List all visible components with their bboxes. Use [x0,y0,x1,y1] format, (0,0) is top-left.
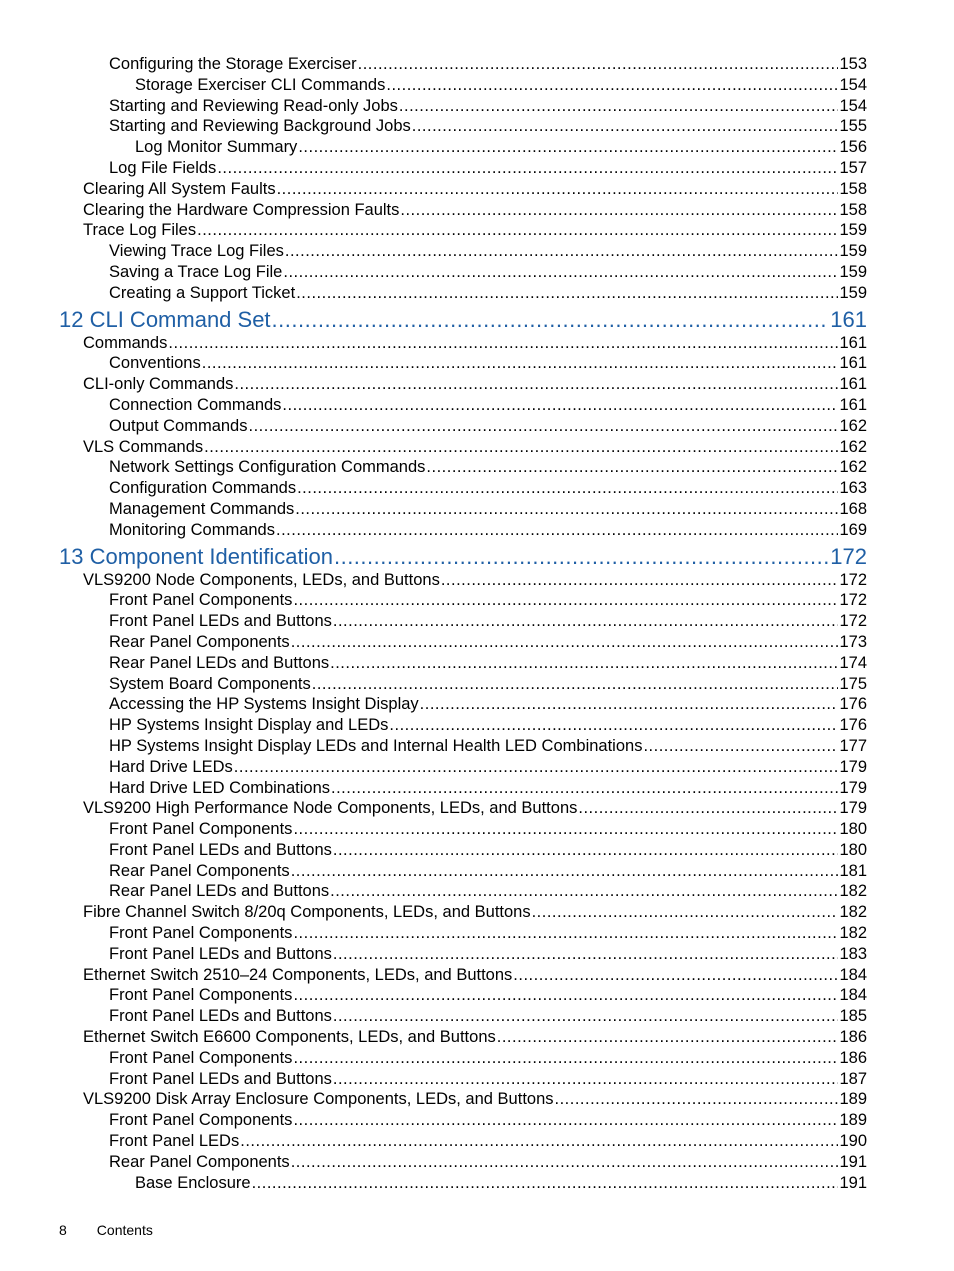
toc-leader-dots [333,1069,839,1090]
toc-entry[interactable] [83,798,867,819]
toc-entry-page: 180 [839,820,867,839]
toc-entry-title: 12 CLI Command Set [59,306,271,332]
toc-entry-title: Front Panel Components [109,1048,293,1067]
toc-leader-dots [283,262,838,283]
toc-entry[interactable] [109,1006,867,1027]
toc-leader-dots [333,840,839,861]
toc-entry-title: Front Panel LEDs and Buttons [109,944,332,963]
toc-entry-page: 153 [839,55,867,73]
toc-leader-dots [291,1152,839,1173]
toc-entry-page: 159 [839,283,867,302]
toc-entry-title: Creating a Support Ticket [109,283,296,302]
toc-entry-title: Trace Log Files [83,221,197,240]
toc-entry[interactable] [109,457,867,478]
toc-entry[interactable] [109,757,867,778]
toc-leader-dots [426,457,838,478]
toc-entry[interactable] [135,1173,867,1194]
toc-entry-page: 191 [839,1152,867,1171]
toc-entry[interactable] [109,353,867,374]
footer-page-number: 8 [59,1222,67,1238]
toc-leader-dots [555,1089,839,1110]
toc-entry-page: 182 [839,882,867,901]
toc-leader-dots [202,353,839,374]
toc-entry-title: VLS9200 High Performance Node Components, LEDs, and Buttons [83,799,578,818]
toc-entry-page: 181 [839,861,867,880]
toc-entry-page: 154 [839,75,867,94]
toc-entry[interactable] [109,985,867,1006]
toc-entry[interactable] [109,653,867,674]
toc-leader-dots [312,674,839,695]
toc-entry-page: 169 [839,520,867,539]
toc-leader-dots [293,985,838,1006]
toc-leader-dots [643,736,838,757]
toc-entry-title: Clearing the Hardware Compression Faults [83,200,400,219]
toc-entry-page: 156 [839,138,867,157]
toc-entry-page: 172 [839,570,867,589]
toc-entry-title: Output Commands [109,416,248,435]
toc-entry-page: 172 [839,612,867,631]
toc-entry-page: 172 [830,543,867,569]
toc-entry[interactable] [109,1152,867,1173]
toc-entry[interactable] [109,1048,867,1069]
toc-entry-page: 154 [839,96,867,115]
toc-entry-page: 190 [839,1132,867,1151]
toc-leader-dots [252,1173,839,1194]
toc-entry-page: 187 [839,1069,867,1088]
toc-entry[interactable] [109,715,867,736]
toc-entry-page: 179 [839,778,867,797]
toc-entry[interactable] [109,116,867,137]
toc-entry-title: Front Panel Components [109,924,293,943]
toc-leader-dots [330,881,838,902]
toc-entry[interactable] [109,881,867,902]
toc-entry-page: 161 [839,395,867,414]
toc-leader-dots [282,395,838,416]
toc-leader-dots [333,1006,839,1027]
toc-entry-page: 177 [839,736,867,755]
toc-entry[interactable] [83,1027,867,1048]
toc-entry[interactable] [83,179,867,200]
toc-leader-dots [296,283,838,304]
toc-entry[interactable] [109,395,867,416]
toc-entry-title: Management Commands [109,499,295,518]
toc-entry[interactable] [109,674,867,695]
toc-entry[interactable] [109,499,867,520]
toc-entry-page: 159 [839,262,867,281]
toc-leader-dots [331,778,838,799]
toc-leader-dots [272,305,830,335]
toc-entry-title: Commands [83,333,168,352]
toc-entry-title: VLS Commands [83,437,204,456]
toc-leader-dots [276,520,838,541]
toc-leader-dots [234,374,838,395]
toc-entry-page: 158 [839,179,867,198]
toc-entry-page: 186 [839,1028,867,1047]
toc-leader-dots [298,137,838,158]
toc-entry-page: 180 [839,840,867,859]
toc-leader-dots [578,798,838,819]
toc-chapter-entry[interactable] [59,542,867,572]
toc-leader-dots [293,1048,838,1069]
toc-entry-title: Accessing the HP Systems Insight Display [109,695,419,714]
toc-entry-title: Ethernet Switch E6600 Components, LEDs, and Buttons [83,1028,496,1047]
toc-entry-title: Rear Panel Components [109,632,290,651]
toc-entry-page: 191 [839,1173,867,1192]
toc-entry[interactable] [83,374,867,395]
toc-entry-page: 159 [839,221,867,240]
toc-entry-title: VLS9200 Disk Array Enclosure Components, LEDs, and Buttons [83,1090,554,1109]
toc-entry-title: Rear Panel Components [109,1152,290,1171]
toc-entry-page: 162 [839,458,867,477]
toc-entry[interactable] [83,220,867,241]
toc-entry[interactable] [109,694,867,715]
toc-entry-title: Fibre Channel Switch 8/20q Components, LEDs, and Buttons [83,903,531,922]
toc-entry-title: Saving a Trace Log File [109,262,283,281]
toc-entry[interactable] [83,570,867,591]
toc-entry[interactable] [109,736,867,757]
toc-entry-title: Connection Commands [109,395,282,414]
toc-leader-dots [293,923,838,944]
toc-entry-page: 159 [839,242,867,261]
toc-entry-title: CLI-only Commands [83,375,234,394]
toc-entry-title: Front Panel LEDs and Buttons [109,1007,332,1026]
toc-entry[interactable] [83,902,867,923]
toc-entry-page: 189 [839,1090,867,1109]
toc-entry-title: VLS9200 Node Components, LEDs, and Buttons [83,570,440,589]
toc-entry-title: Rear Panel Components [109,861,290,880]
toc-entry[interactable] [109,1131,867,1152]
toc-entry-page: 157 [839,158,867,177]
footer-section-label: Contents [96,1222,153,1238]
toc-entry-title: Ethernet Switch 2510–24 Components, LEDs, and Buttons [83,965,513,984]
toc-entry[interactable] [83,965,867,986]
toc-leader-dots [532,902,839,923]
toc-entry[interactable] [109,819,867,840]
toc-entry-title: Log Monitor Summary [135,138,298,157]
toc-entry-title: Log File Fields [109,158,217,177]
toc-entry-title: Conventions [109,354,201,373]
toc-entry-page: 161 [839,375,867,394]
toc-entry[interactable] [83,437,867,458]
toc-leader-dots [297,478,838,499]
toc-entry[interactable] [109,861,867,882]
toc-entry-title: HP Systems Insight Display LEDs and Internal Health LED Combinations [109,736,643,755]
toc-entry-title: HP Systems Insight Display and LEDs [109,716,389,735]
toc-entry[interactable] [109,283,867,304]
toc-entry-title: Configuring the Storage Exerciser [109,55,357,73]
toc-leader-dots [420,694,839,715]
toc-entry-page: 161 [830,306,867,332]
toc-entry-title: Front Panel Components [109,1111,293,1130]
toc-leader-dots [293,590,838,611]
toc-leader-dots [497,1027,839,1048]
toc-entry-title: Rear Panel LEDs and Buttons [109,653,330,672]
toc-entry-page: 174 [839,653,867,672]
toc-entry-page: 185 [839,1007,867,1026]
toc-leader-dots [441,570,839,591]
toc-entry-title: Base Enclosure [135,1173,251,1192]
toc-entry-page: 161 [839,354,867,373]
toc-entry[interactable] [83,1089,867,1110]
toc-leader-dots [330,653,838,674]
toc-entry-page: 162 [839,437,867,456]
toc-leader-dots [399,96,839,117]
toc-entry-title: Starting and Reviewing Read-only Jobs [109,96,398,115]
toc-entry-title: Configuration Commands [109,479,297,498]
toc-leader-dots [168,333,838,354]
toc-entry-page: 161 [839,333,867,352]
toc-entry[interactable] [109,944,867,965]
toc-entry-title: Hard Drive LEDs [109,757,233,776]
toc-entry-page: 179 [839,757,867,776]
toc-leader-dots [285,241,839,262]
toc-leader-dots [197,220,838,241]
toc-entry[interactable] [109,632,867,653]
toc-leader-dots [412,116,839,137]
toc-entry-title: Front Panel LEDs [109,1132,240,1151]
toc-entry-title: Front Panel Components [109,820,293,839]
toc-leader-dots [295,499,838,520]
toc-entry-page: 172 [839,591,867,610]
toc-entry[interactable] [109,241,867,262]
toc-entry-page: 168 [839,499,867,518]
toc-entry-title: Starting and Reviewing Background Jobs [109,117,411,136]
toc-leader-dots [291,861,839,882]
toc-entry-page: 186 [839,1048,867,1067]
toc-entry-title: Hard Drive LED Combinations [109,778,331,797]
toc-entry[interactable] [109,923,867,944]
toc-entry-page: 158 [839,200,867,219]
toc-entry-page: 184 [839,965,867,984]
toc-entry[interactable] [109,611,867,632]
toc-entry-page: 184 [839,986,867,1005]
toc-leader-dots [234,757,839,778]
toc-leader-dots [358,54,839,75]
toc-entry-title: Front Panel Components [109,986,293,1005]
toc-entry-title: 13 Component Identification [59,543,333,569]
toc-entry-title: Rear Panel LEDs and Buttons [109,882,330,901]
toc-leader-dots [333,611,839,632]
toc-entry[interactable] [83,333,867,354]
toc-leader-dots [389,715,838,736]
toc-leader-dots [204,437,838,458]
toc-entry[interactable] [109,590,867,611]
toc-entry-title: Storage Exerciser CLI Commands [135,75,386,94]
toc-entry[interactable] [109,262,867,283]
toc-chapter-entry[interactable] [59,305,867,335]
toc-entry[interactable] [109,416,867,437]
toc-entry-title: Front Panel LEDs and Buttons [109,612,332,631]
toc-entry[interactable] [109,158,867,179]
toc-entry[interactable] [109,840,867,861]
toc-leader-dots [334,542,829,572]
toc-entry-page: 173 [839,632,867,651]
toc-entry[interactable] [109,478,867,499]
toc-entry[interactable] [109,54,867,75]
toc-leader-dots [333,944,839,965]
toc-entry-title: Front Panel Components [109,591,293,610]
toc-leader-dots [277,179,839,200]
toc-entry[interactable] [109,1110,867,1131]
toc-leader-dots [291,632,839,653]
toc-entry[interactable] [109,1069,867,1090]
toc-entry-page: 162 [839,416,867,435]
toc-leader-dots [293,819,838,840]
table-of-contents [0,54,954,1193]
toc-entry[interactable] [135,137,867,158]
toc-entry[interactable] [109,96,867,117]
toc-entry-page: 176 [839,695,867,714]
toc-leader-dots [248,416,838,437]
toc-leader-dots [513,965,838,986]
toc-entry-page: 182 [839,903,867,922]
toc-entry-page: 175 [839,674,867,693]
toc-leader-dots [400,200,838,221]
toc-entry-page: 179 [839,799,867,818]
toc-entry-title: Clearing All System Faults [83,179,276,198]
toc-entry-page: 163 [839,479,867,498]
toc-entry-page: 189 [839,1111,867,1130]
toc-entry-page: 176 [839,716,867,735]
toc-leader-dots [386,75,838,96]
toc-entry-page: 183 [839,944,867,963]
toc-entry-title: Front Panel LEDs and Buttons [109,840,332,859]
toc-entry[interactable] [83,200,867,221]
page-footer [59,1222,153,1238]
toc-leader-dots [217,158,838,179]
toc-entry-page: 155 [839,117,867,136]
toc-entry-title: Front Panel LEDs and Buttons [109,1069,332,1088]
toc-entry[interactable] [109,778,867,799]
toc-entry[interactable] [135,75,867,96]
toc-entry-title: Monitoring Commands [109,520,275,539]
toc-entry-page: 182 [839,924,867,943]
toc-entry[interactable] [109,520,867,541]
toc-entry-title: Viewing Trace Log Files [109,242,284,261]
toc-leader-dots [293,1110,838,1131]
toc-entry-title: System Board Components [109,674,311,693]
toc-leader-dots [240,1131,838,1152]
toc-entry-title: Network Settings Configuration Commands [109,458,426,477]
